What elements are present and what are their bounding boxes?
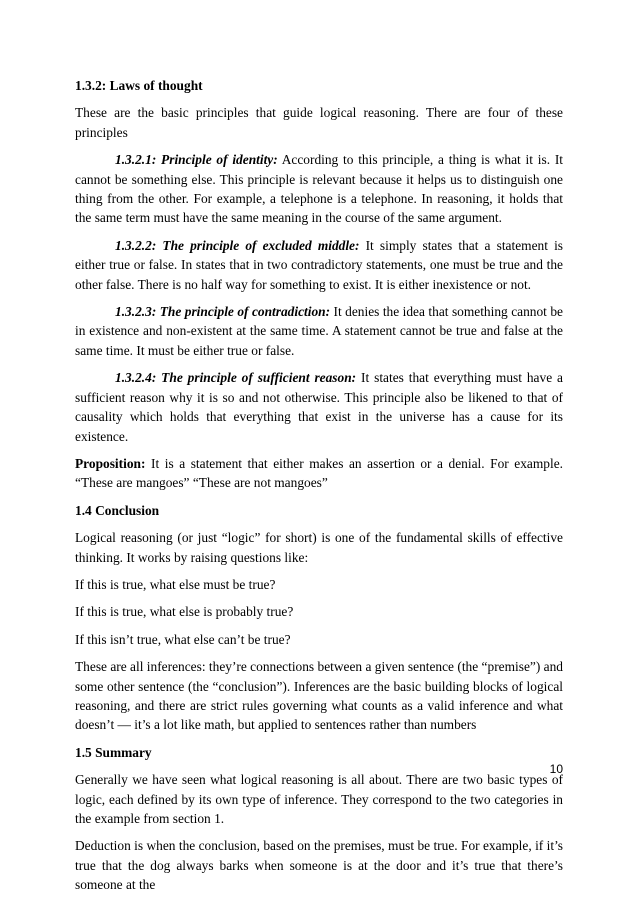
proposition-text: It is a statement that either makes an assertion or a denial. For example. “These are mangoes” “These are not mangoes” [75, 455, 563, 491]
conclusion-paragraph-1: Logical reasoning (or just “logic” for short) is one of the fundamental skills of effective thinking. It works by raising questions like: [75, 530, 563, 565]
conclusion-paragraph-2: These are all inferences: they’re connections between a given sentence (the “premise”) and some other sentence (the “conclusion”). Inferences are the basic building blocks of logical reasoning, and there are strict rules governing what counts as a valid inference and what doesn’t — it’s a lot like math, but applied to sentences rather than numbers [75, 659, 563, 733]
summary-heading: 1.5 Summary [75, 744, 152, 760]
excluded-middle-paragraph [75, 236, 563, 294]
question-3: If this isn’t true, what else can’t be true? [75, 631, 291, 647]
sufficient-reason-title: 1.3.2.4: The principle of sufficient reason: [115, 370, 357, 386]
proposition-paragraph [75, 454, 563, 493]
identity-text: According to this principle, a thing is what it is. It cannot be something else. This principle is relevant because it helps us to distinguish one thing from the other. For example, a telephone is a telephone. In reasoning, it holds that the same term must have the same meaning in the course of the same argument. [75, 152, 563, 226]
page-number: 10 [549, 762, 563, 776]
question-2: If this is true, what else is probably true? [75, 604, 294, 620]
sufficient-reason-paragraph [75, 368, 563, 446]
contradiction-paragraph [75, 302, 563, 360]
proposition-label: Proposition: [75, 455, 146, 471]
summary-paragraph-2: Deduction is when the conclusion, based on the premises, must be true. For example, if it’s true that the dog always barks when someone is at the door and it’s true that there’s someone at the [75, 838, 563, 893]
identity-paragraph [75, 150, 563, 228]
identity-title: 1.3.2.1: Principle of identity: [115, 152, 278, 168]
excluded-middle-title: 1.3.2.2: The principle of excluded middle: [115, 237, 360, 253]
summary-paragraph-1: Generally we have seen what logical reasoning is all about. There are two basic types of logic, each defined by its own type of inference. They correspond to the two categories in the example from section 1. [75, 772, 563, 826]
contradiction-text: It denies the idea that something cannot be in existence and non-existent at the same time. A statement cannot be true and false at the same time. It must be either true or false. [75, 304, 563, 358]
contradiction-title: 1.3.2.3: The principle of contradiction: [115, 304, 331, 320]
laws-heading: 1.3.2: Laws of thought [75, 78, 203, 93]
excluded-middle-text: It simply states that a statement is either true or false. In states that in two contradictory statements, one must be true and the other false. There is no half way for something to exist. It is either inexistence or not. [75, 237, 563, 292]
sufficient-reason-text: It states that everything must have a sufficient reason why it is so and not otherwise. This principle also be likened to that of causality which holds that everything that exist in the universe has a cause for its existence. [75, 370, 563, 444]
question-1: If this is true, what else must be true? [75, 576, 276, 592]
conclusion-heading: 1.4 Conclusion [75, 502, 160, 518]
laws-intro: These are the basic principles that guide logical reasoning. There are four of these principles [75, 105, 563, 140]
